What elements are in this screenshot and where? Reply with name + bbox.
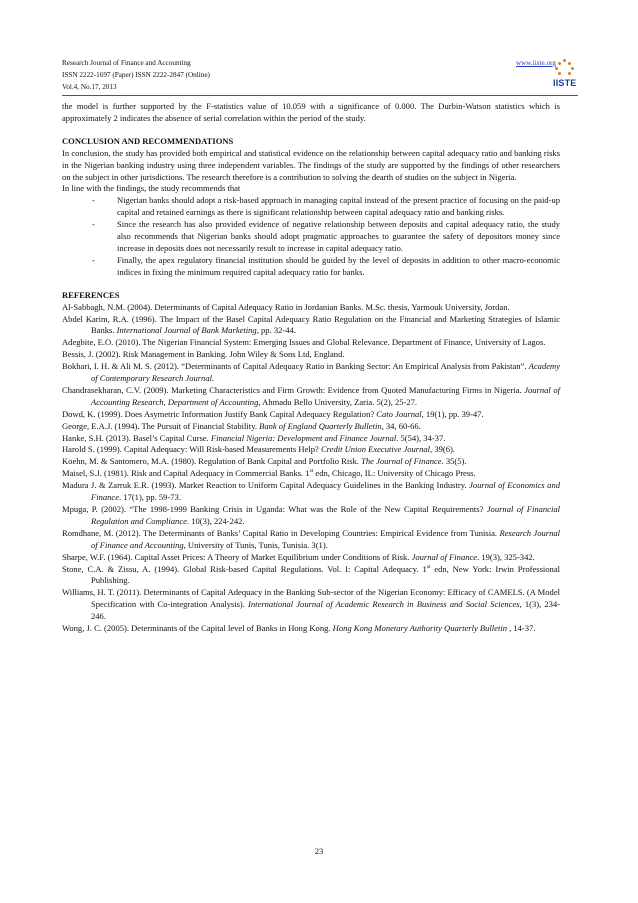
recommendation-item xyxy=(62,255,560,279)
volume-line: Vol.4, No.17, 2013 xyxy=(62,83,117,92)
reference-journal: International Journal of Academic Research in Business and Social Sciences xyxy=(248,599,520,610)
list-bullet: - xyxy=(92,195,95,206)
list-bullet: - xyxy=(92,219,95,230)
iiste-logo xyxy=(552,59,578,89)
reference-journal: Academy of Contemporary Research Journal. xyxy=(91,361,560,384)
reference-entry: Hanke, S.H. (2013). Basel’s Capital Curse. Financial Nigeria: Development and Finance Journal. 5(54), 34-37. xyxy=(62,432,446,443)
reference-entry: Maisel, S.J. (1981). Risk and Capital Adequacy in Commercial Banks. 1st edn, Chicago, IL: University of Chicago Press. xyxy=(62,468,476,479)
header-rule xyxy=(62,95,578,96)
reference-journal: The Journal of Finance xyxy=(361,456,442,467)
references-list xyxy=(62,302,560,635)
recommendation-text: Finally, the apex regulatory financial institution should be guided by the level of deposits in addition to other macro-economic indices in fixing the minimum required capital adequacy ratio for banks. xyxy=(117,254,560,277)
reference-journal: Journal of Finance xyxy=(411,551,478,562)
journal-url-link[interactable]: www.iiste.org xyxy=(515,59,556,67)
reference-entry: Sharpe, W.F. (1964). Capital Asset Prices: A Theory of Market Equilibrium under Conditions of Risk. Journal of Finance. 19(3), 325-342. xyxy=(62,551,535,562)
reference-entry: Chandrasekharan, C.V. (2009). Marketing Characteristics and Firm Growth: Evidence from Quoted Manufacturing Firms in Nigeria. Journal of Accounting Research, Department of Accounting, Ahmadu Bello University, Zaria. 5(2), 25-27. xyxy=(62,384,561,407)
reference-entry: Bessis, J. (2002). Risk Management in Banking. John Wiley & Sons Ltd, England. xyxy=(62,349,345,360)
intro-paragraph: the model is further supported by the F-statistics value of 10.059 with a significance of 0.000. The Durbin-Watson statistics which is approximately 2 indicates the absence of serial correlation within the period of the study. xyxy=(62,101,560,123)
running-header xyxy=(62,57,578,94)
recommendation-item xyxy=(62,195,560,219)
recommendations-list xyxy=(62,195,560,278)
recommendation-item xyxy=(62,219,560,255)
reference-entry: George, E.A.J. (1994). The Pursuit of Financial Stability. Bank of England Quarterly Bulletin, 34, 60-66. xyxy=(62,420,421,431)
reference-journal: Bank of England Quarterly Bulletin xyxy=(259,420,382,431)
page-number: 23 xyxy=(314,846,324,856)
conclusion-heading: CONCLUSION AND RECOMMENDATIONS xyxy=(62,135,234,146)
recommendations-lead-in: In line with the findings, the study recommends that xyxy=(62,183,241,194)
list-bullet: - xyxy=(92,254,95,265)
reference-entry: Koehn, M. & Santomero, M.A. (1980). Regulation of Bank Capital and Portfolio Risk. The Journal of Finance. 35(5). xyxy=(62,456,467,467)
journal-name: Research Journal of Finance and Accounting xyxy=(62,59,191,67)
recommendation-text: Nigerian banks should adopt a risk-based approach in managing capital instead of the present practice of focusing on the paid-up capital and retained earnings as there is significant relationship between capital adequacy ratio and banking risks. xyxy=(117,195,560,218)
reference-journal: Journal of Financial Regulation and Compliance xyxy=(91,504,560,526)
reference-entry: Al-Sabbagh, N.M. (2004). Determinants of Capital Adequacy Ratio in Jordanian Banks. M.Sc. thesis, Yarmouk University, Jordan. xyxy=(62,301,510,312)
reference-journal: Research Journal of Finance and Accounting xyxy=(91,527,560,550)
reference-entry: Abdel Karim, R.A. (1996). The Impact of the Basel Capital Adequacy Ratio Regulation on the Financial and Marketing Strategies of Islamic Banks. International Journal of Bank Marketing, pp. 32-44. xyxy=(62,313,560,336)
reference-entry: Stone, C.A. & Zissu, A. (1994). Global Risk-based Capital Regulations. Vol. I: Capital Adequacy. 1st edn, New York: Irwin Professional Publishing. xyxy=(62,563,560,586)
logo-text: IISTE xyxy=(553,78,577,88)
recommendation-text: Since the research has also provided evidence of negative relationship between deposits and capital adequacy ratio, the study also recommends that Nigerian banks should adopt pragmatic approaches to guarantee the safety of depositors money since increase in deposits does not necessarily result to increase in capital adequacy ratio. xyxy=(117,219,560,253)
issn-line: ISSN 2222-1697 (Paper) ISSN 2222-2847 (Online) xyxy=(62,71,210,80)
references-heading: REFERENCES xyxy=(62,289,120,300)
reference-journal: Financial Nigeria: Development and Finance Journal xyxy=(210,432,397,443)
reference-journal: International Journal of Bank Marketing xyxy=(116,325,257,336)
reference-journal: Journal of Accounting Research, Department of Accounting xyxy=(91,384,561,407)
reference-journal: Cato Journal xyxy=(376,408,422,419)
reference-entry: Romdhane, M. (2012). The Determinants of Banks’ Capital Ratio in Developing Countries: Empirical Evidence from Tunisia. Research Journal of Finance and Accounting, University of Tunis, Tunis, Tunisia. 3(1). xyxy=(62,527,560,550)
reference-journal: Credit Union Executive Journal xyxy=(320,444,431,455)
body-text xyxy=(62,101,560,635)
reference-entry: Harold S. (1999). Capital Adequacy: Will Risk-based Measurements Help? Credit Union Executive Journal, 39(6). xyxy=(62,444,455,455)
reference-journal: Hong Kong Monetary Authority Quarterly Bulletin xyxy=(332,623,507,634)
reference-journal: Journal of Economics and Finance xyxy=(91,480,561,503)
reference-entry: Adegbite, E.O. (2010). The Nigerian Financial System: Emerging Issues and Global Relevance. Department of Finance, University of Lagos. xyxy=(62,337,546,348)
reference-entry: Bokhari, I. H. & Ali M. S. (2012). “Determinants of Capital Adequacy Ratio in Banking Sector: An Empirical Analysis from Pakistan”. Academy of Contemporary Research Journal. xyxy=(62,361,560,384)
reference-entry: Dowd, K. (1999). Does Asymetric Information Justify Bank Capital Adequacy Regulation? Cato Journal, 19(1), pp. 39-47. xyxy=(62,408,484,419)
reference-entry: Mpuga, P. (2002). “The 1998-1999 Banking Crisis in Uganda: What was the Role of the New Capital Requirements? Journal of Financial Regulation and Compliance. 10(3), 224-242. xyxy=(62,504,560,526)
reference-entry: Wong, J. C. (2005). Determinants of the Capital level of Banks in Hong Kong. Hong Kong Monetary Authority Quarterly Bulletin , 14-37. xyxy=(62,623,536,634)
reference-entry: Williams, H. T. (2011). Determinants of Capital Adequacy in the Banking Sub-sector of the Nigerian Economy: Efficacy of CAMELS. (A Model Specification with Co-integration Analysis). International Journal of Academic Research in Business and Social Sciences, 1(3), 234-246. xyxy=(62,587,561,622)
conclusion-paragraph: In conclusion, the study has provided both empirical and statistical evidence on the relationship between capital adequacy ratio and banking risks in the Nigerian banking industry using three independent variables. The findings of the study are supported by the findings of other researchers on the subject in other jurisdictions. The research therefore is a contribution to solving the dearth of studies on the subject in Nigeria. xyxy=(62,147,560,182)
reference-entry: Madura J. & Zarruk E.R. (1993). Market Reaction to Uniform Capital Adequacy Guidelines in the Banking Industry. Journal of Economics and Finance. 17(1), pp. 59-73. xyxy=(62,480,561,503)
